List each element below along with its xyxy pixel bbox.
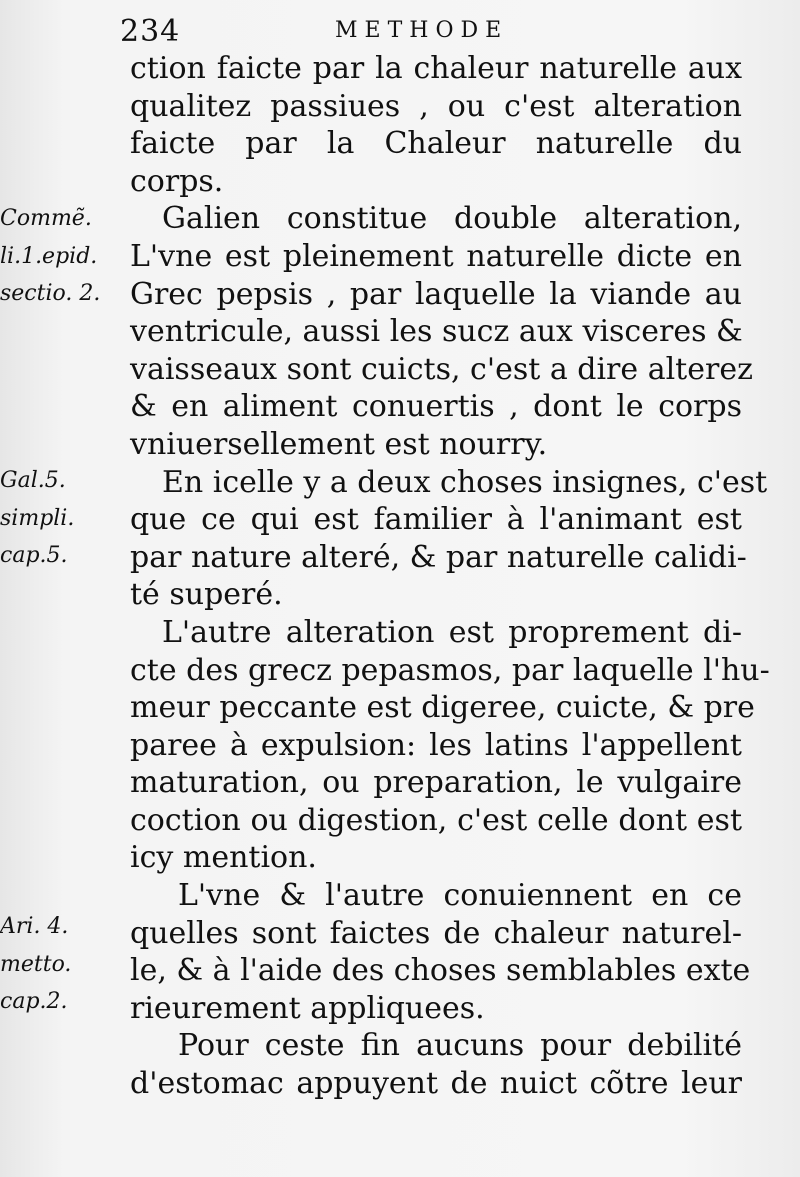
text-line: le, & à l'aide des choses semblables exte (130, 953, 751, 989)
margin-note-1 (0, 200, 100, 313)
text-line: meur peccante est digeree, cuicte, & pre (130, 690, 755, 726)
text-line: cte des grecz pepasmos, par laquelle l'hu- (130, 652, 770, 688)
text-line: coction ou digestion, c'est celle dont est (130, 802, 742, 838)
text-line: par nature alteré, & par naturelle calidi- (130, 539, 747, 575)
text-line: rieurement appliquees. (130, 990, 485, 1026)
paragraph-start-line: Pour ceste fin aucuns pour debilité (178, 1028, 742, 1064)
running-head: METHODE (335, 18, 509, 43)
page-header (120, 14, 580, 48)
margin-note-line: metto. (0, 951, 72, 977)
text-line: Grec pepsis , par laquelle la viande au (130, 276, 742, 312)
margin-note-3 (0, 908, 71, 1021)
paragraph-start-line: Galien constitue double alteration, (162, 201, 742, 237)
margin-note-line: cap.2. (0, 989, 68, 1015)
text-line: té superé. (130, 577, 283, 613)
text-line: vniuersellement est nourry. (130, 426, 548, 462)
text-line: corps. (130, 163, 224, 199)
margin-note-line: cap.5. (0, 543, 68, 569)
paragraph-start-line: En icelle y a deux choses insignes, c'est (162, 464, 768, 500)
text-line: ction faicte par la chaleur naturelle aux (130, 51, 742, 86)
margin-note-line: simpli. (0, 505, 75, 531)
text-line: que ce qui est familier à l'animant est (130, 502, 742, 538)
text-line: paree à expulsion: les latins l'appellent (130, 727, 742, 763)
text-line: quelles sont faictes de chaleur naturel- (130, 915, 742, 951)
text-line: L'vne est pleinement naturelle dicte en (130, 238, 742, 274)
text-line: vaisseaux sont cuicts, c'est a dire alterez (130, 351, 753, 387)
text-line: maturation, ou preparation, le vulgaire (130, 765, 742, 801)
text-line: d'estomac appuyent de nuict cõtre leur (130, 1066, 742, 1102)
page-number: 234 (120, 14, 181, 49)
text-line: icy mention. (130, 840, 317, 876)
text-line: faicte par la Chaleur naturelle du (130, 126, 742, 162)
paragraph-start-line: L'vne & l'autre conuiennent en ce (178, 878, 742, 914)
margin-note-line: Gal.5. (0, 468, 66, 493)
paragraph-start-line: L'autre alteration est proprement di- (162, 614, 742, 650)
margin-note-line: li.1.epid. (0, 243, 98, 269)
body-text (130, 50, 770, 1103)
margin-note-line: Commẽ. (0, 206, 92, 231)
margin-note-line: sectio. 2. (0, 281, 101, 307)
text-line: qualitez passiues , ou c'est alteration (130, 88, 742, 124)
margin-note-2 (0, 462, 74, 575)
margin-note-line: Ari. 4. (0, 914, 69, 939)
text-line: ventricule, aussi les sucz aux visceres & (130, 314, 743, 350)
text-line: & en aliment conuertis , dont le corps (130, 389, 742, 425)
